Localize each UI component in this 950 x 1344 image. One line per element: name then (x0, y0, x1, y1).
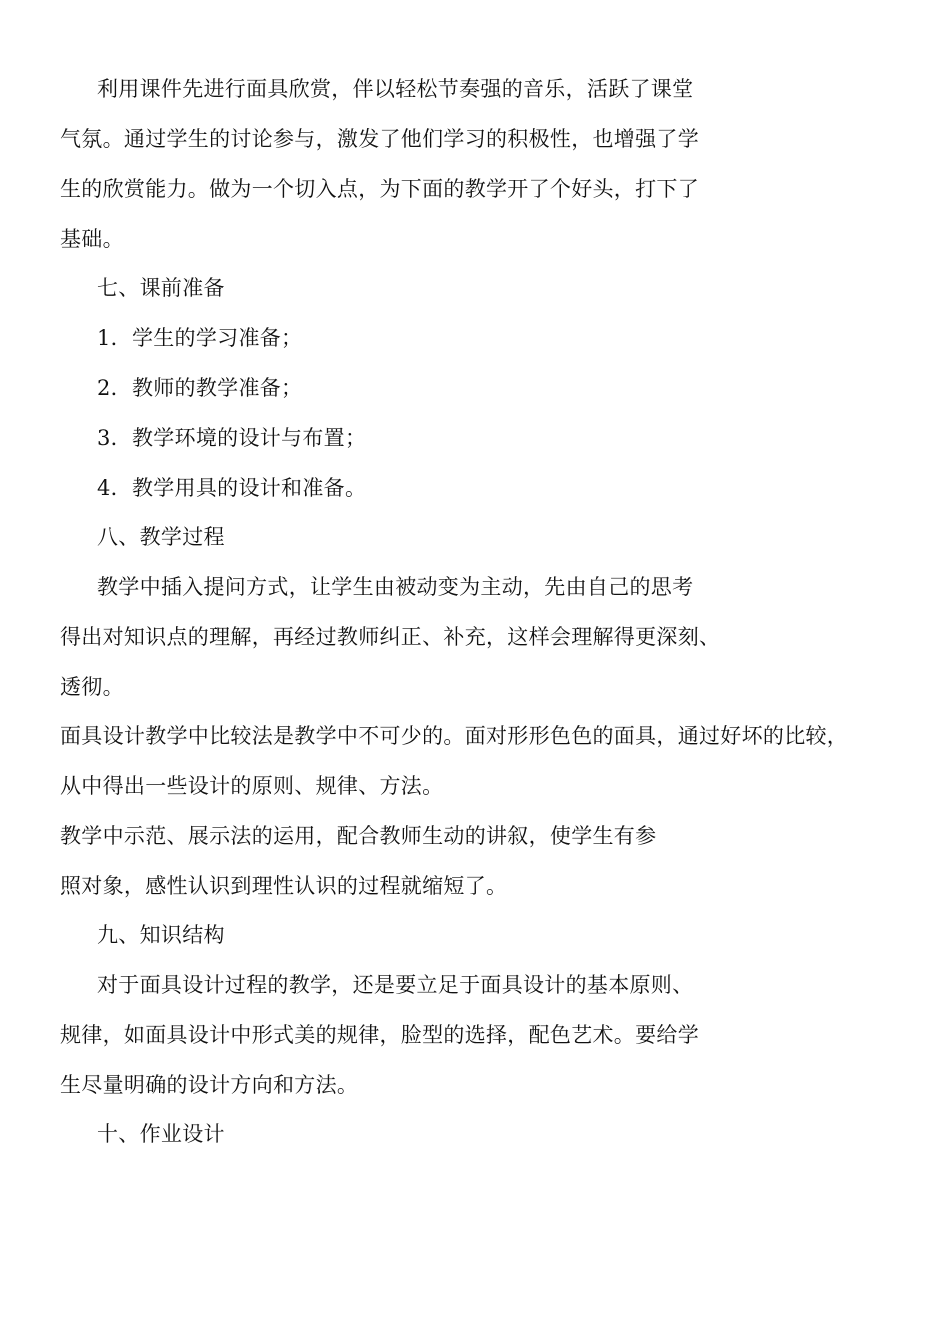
section-heading: 八、教学过程 (97, 525, 225, 549)
paragraph-line: 利用课件先进行面具欣赏，伴以轻松节奏强的音乐，活跃了课堂 (97, 77, 694, 101)
paragraph-line: 面具设计教学中比较法是教学中不可少的。面对形形色色的面具，通过好坏的比较， (60, 724, 849, 748)
list-item: 2．教师的教学准备； (97, 376, 303, 400)
paragraph-line: 教学中示范、展示法的运用，配合教师生动的讲叙，使学生有参 (60, 824, 657, 848)
paragraph-line: 教学中插入提问方式，让学生由被动变为主动，先由自己的思考 (97, 575, 694, 599)
paragraph-line: 气氛。通过学生的讨论参与，激发了他们学习的积极性，也增强了学 (60, 127, 699, 151)
list-item: 4．教学用具的设计和准备。 (97, 476, 367, 500)
section-heading: 九、知识结构 (97, 923, 225, 947)
paragraph-line: 透彻。 (60, 675, 124, 699)
paragraph-line: 照对象，感性认识到理性认识的过程就缩短了。 (60, 874, 508, 898)
paragraph-line: 从中得出一些设计的原则、规律、方法。 (60, 774, 444, 798)
section-heading: 十、作业设计 (97, 1122, 225, 1146)
list-item: 3．教学环境的设计与布置； (97, 426, 367, 450)
paragraph-line: 生尽量明确的设计方向和方法。 (60, 1073, 359, 1097)
paragraph-line: 规律，如面具设计中形式美的规律，脸型的选择，配色艺术。要给学 (60, 1023, 699, 1047)
list-item: 1．学生的学习准备； (97, 326, 303, 350)
section-heading: 七、课前准备 (97, 276, 225, 300)
paragraph-line: 对于面具设计过程的教学，还是要立足于面具设计的基本原则、 (97, 973, 694, 997)
paragraph-line: 得出对知识点的理解，再经过教师纠正、补充，这样会理解得更深刻、 (60, 625, 721, 649)
paragraph-line: 生的欣赏能力。做为一个切入点，为下面的教学开了个好头，打下了 (60, 177, 699, 201)
paragraph-line: 基础。 (60, 227, 124, 251)
